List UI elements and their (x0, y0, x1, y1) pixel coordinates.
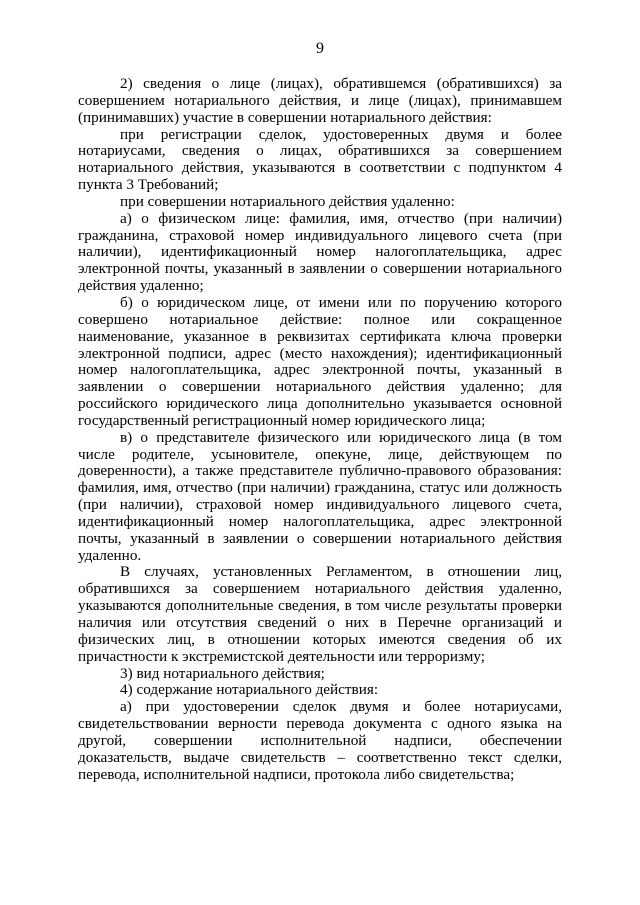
page-number: 9 (316, 40, 324, 57)
paragraph-item-3-type: 3) вид нотариального действия; (120, 664, 325, 682)
document-body (78, 76, 562, 783)
paragraph-item-4-content: 4) содержание нотариального действия: (120, 681, 379, 699)
paragraph-remote-action-intro: при совершении нотариального действия удаленно: (120, 192, 455, 210)
paragraph-additional-info: В случаях, установленных Регламентом, в отношении лиц, обратившихся за совершением нотариального действия удаленно, указываются дополнительные сведения, в том числе результаты проверки наличия или отсутствия сведений о них в Перечне организаций и физических лиц, в отношении которых имеются сведения об их причастности к экстремистской деятельности или терроризму; (78, 563, 562, 665)
paragraph-registration-of-deals: при регистрации сделок, удостоверенных двумя и более нотариусами, сведения о лицах, обратившихся за совершением нотариального действия, указываются в соответствии с подпунктом 4 пункта 3 Требований; (78, 125, 562, 194)
paragraph-item-2-info-about-persons: 2) сведения о лице (лицах), обратившемся (обратившихся) за совершением нотариального действия, и лице (лицах), принимавшем (принимавших) участие в совершении нотариального действия: (78, 75, 562, 126)
paragraph-a-natural-person: а) о физическом лице: фамилия, имя, отчество (при наличии) гражданина, страховой номер индивидуального лицевого счета (при наличии), идентификационный номер налогоплательщика, адрес электронной почты, указанный в заявлении о совершении нотариального действия удаленно; (78, 209, 562, 295)
paragraph-a-deal-text: а) при удостоверении сделок двумя и более нотариусами, свидетельствовании верности перевода документа с одного языка на другой, совершении исполнительной надписи, обеспечении доказательств, выдаче свидетельств – соответственно текст сделки, перевода, исполнительной надписи, протокола либо свидетельства; (78, 698, 562, 783)
paragraph-v-representative: в) о представителе физического или юридического лица (в том числе родителе, усыновителе, опекуне, лице, действующем по доверенности), а также представителе публично-правового образования: фамилия, имя, отчество (при наличии) гражданина, статус или должность (при наличии), страховой номер индивидуального лицевого счета, идентификационный номер налогоплательщика, адрес электронной почты, указанный в заявлении о совершении нотариального действия удаленно. (78, 428, 562, 564)
paragraph-b-legal-entity: б) о юридическом лице, от имени или по поручению которого совершено нотариальное действие: полное или сокращенное наименование, указанное в реквизитах сертификата ключа проверки электронной подписи, адрес (место нахождения); идентификационный номер налогоплательщика, адрес электронной почты, указанный в заявлении о совершении нотариального действия удаленно; для российского юридического лица дополнительно указывается основной государственный регистрационный номер юридического лица; (78, 293, 562, 429)
